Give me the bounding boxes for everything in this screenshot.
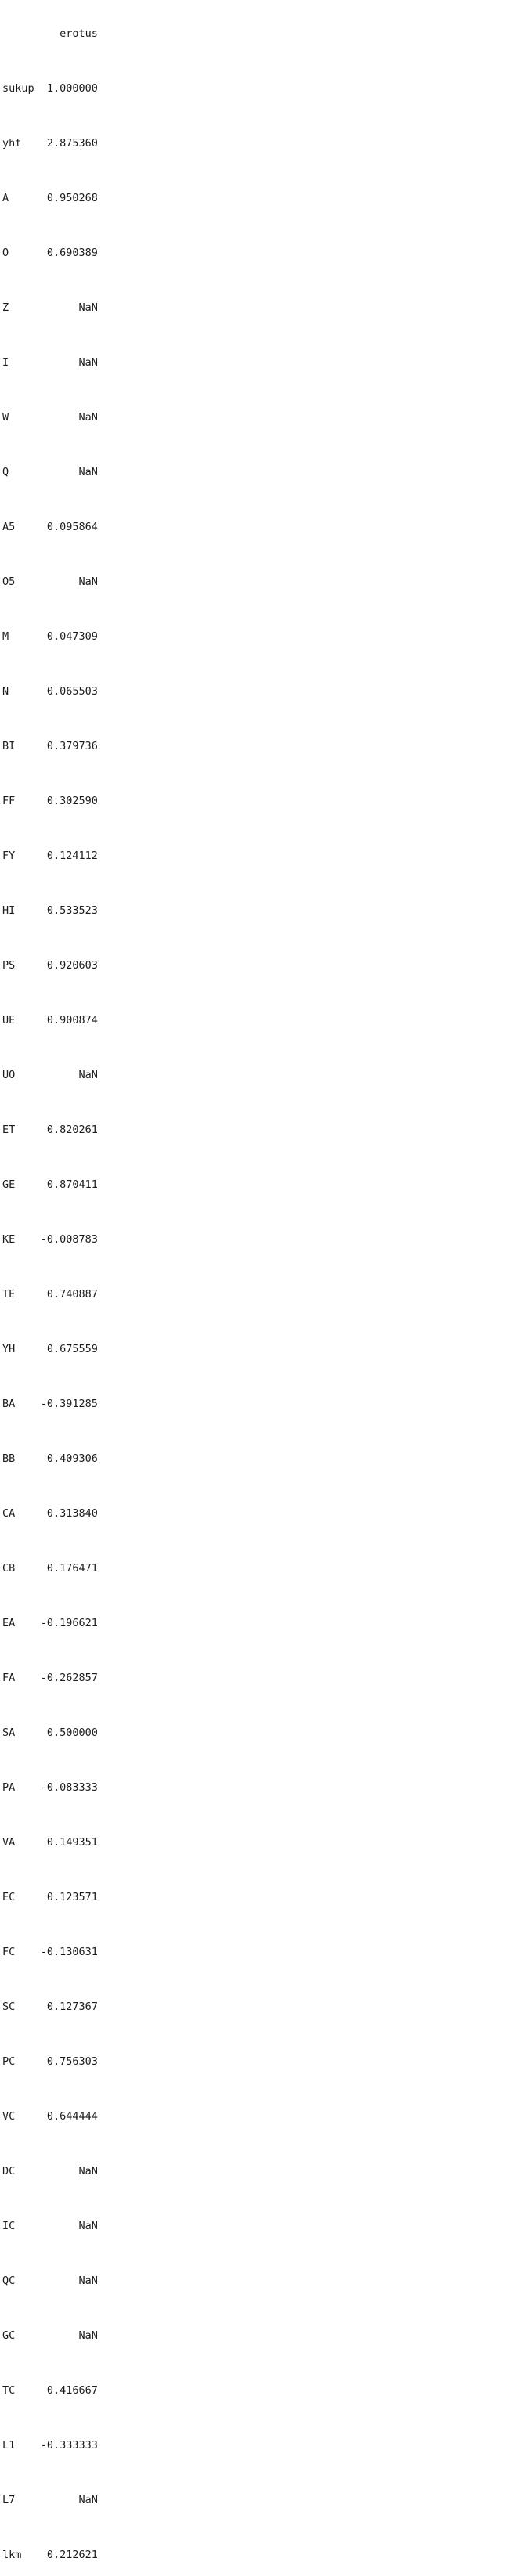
row-value: 0.127367 [46, 2001, 98, 2013]
series-row [2, 959, 520, 973]
row-value: 0.820261 [46, 1124, 98, 1136]
series-row [2, 301, 520, 316]
row-index-label: L1 [2, 2439, 16, 2452]
row-index-label: VC [2, 2110, 16, 2123]
row-value: NaN [78, 1069, 98, 1081]
row-value: 0.920603 [46, 959, 98, 972]
row-value: 0.176471 [46, 1562, 98, 1575]
row-index-label: I [2, 356, 9, 369]
row-index-label: PS [2, 959, 16, 972]
series-row [2, 1398, 520, 1412]
row-value: 0.123571 [46, 1891, 98, 1903]
row-value: 0.095864 [46, 521, 98, 533]
series-row [2, 192, 520, 206]
series-row [2, 1781, 520, 1795]
row-index-label: UE [2, 1014, 16, 1026]
series-row [2, 521, 520, 535]
row-index-label: QC [2, 2275, 16, 2287]
row-index-label: VA [2, 1836, 16, 1849]
row-value: 0.065503 [46, 685, 98, 698]
row-value: 0.047309 [46, 630, 98, 643]
series-row [2, 2110, 520, 2124]
series-row [2, 1726, 520, 1741]
row-index-label: GE [2, 1178, 16, 1191]
row-value: 0.500000 [46, 1726, 98, 1739]
series-row [2, 1069, 520, 1083]
row-index-label: BI [2, 740, 16, 752]
row-value: 0.740887 [46, 1288, 98, 1301]
row-index-label: L7 [2, 2494, 16, 2506]
row-index-label: W [2, 411, 9, 424]
row-value: 0.690389 [46, 247, 98, 259]
series-row [2, 2275, 520, 2289]
series-row [2, 1452, 520, 1467]
series-row [2, 685, 520, 699]
row-value: 0.416667 [46, 2384, 98, 2397]
series-row [2, 575, 520, 590]
series-row [2, 411, 520, 425]
row-value: 0.533523 [46, 904, 98, 917]
series-row [2, 1507, 520, 1521]
column-header-row [2, 27, 520, 41]
row-index-label: PA [2, 1781, 16, 1794]
series-row [2, 630, 520, 644]
series-row [2, 2165, 520, 2179]
row-index-label: SC [2, 2001, 16, 2013]
row-value: NaN [78, 411, 98, 424]
row-value: NaN [78, 2329, 98, 2342]
row-index-label: FF [2, 795, 16, 807]
row-index-label: IC [2, 2220, 16, 2232]
row-value: 0.756303 [46, 2055, 98, 2068]
row-value: NaN [78, 2220, 98, 2232]
row-index-label: GC [2, 2329, 16, 2342]
series-row [2, 2329, 520, 2343]
row-value: 0.870411 [46, 1178, 98, 1191]
row-value: 0.313840 [46, 1507, 98, 1520]
row-index-label: M [2, 630, 9, 643]
row-value: NaN [78, 301, 98, 314]
row-value: 0.149351 [46, 1836, 98, 1849]
series-row [2, 2494, 520, 2508]
series-row [2, 1343, 520, 1357]
series-row [2, 2001, 520, 2015]
row-value: NaN [78, 466, 98, 478]
row-value: 0.379736 [46, 740, 98, 752]
series-row [2, 2549, 520, 2563]
row-index-label: PC [2, 2055, 16, 2068]
row-index-label: Q [2, 466, 9, 478]
series-row [2, 740, 520, 754]
row-value: NaN [78, 2275, 98, 2287]
row-index-label: sukup [2, 82, 34, 95]
row-index-label: lkm [2, 2549, 22, 2561]
row-value: NaN [78, 356, 98, 369]
series-row [2, 1014, 520, 1028]
series-row [2, 1562, 520, 1576]
series-row [2, 1178, 520, 1192]
series-row [2, 466, 520, 480]
row-value: 0.675559 [46, 1343, 98, 1355]
column-header: erotus [60, 27, 98, 40]
series-row [2, 1233, 520, 1247]
row-index-label: EC [2, 1891, 16, 1903]
series-row [2, 1891, 520, 1905]
row-index-label: BA [2, 1398, 16, 1410]
row-value: NaN [78, 575, 98, 588]
series-row [2, 356, 520, 370]
row-index-label: A [2, 192, 9, 204]
row-value: -0.130631 [40, 1946, 98, 1958]
row-index-label: O5 [2, 575, 16, 588]
series-row [2, 795, 520, 809]
row-value: 0.950268 [46, 192, 98, 204]
row-index-label: EA [2, 1617, 16, 1629]
row-value: 0.644444 [46, 2110, 98, 2123]
row-index-label: TE [2, 1288, 16, 1301]
series-row [2, 247, 520, 261]
row-index-label: FY [2, 850, 16, 862]
series-row [2, 1672, 520, 1686]
row-index-label: HI [2, 904, 16, 917]
row-index-label: TC [2, 2384, 16, 2397]
row-value: 0.409306 [46, 1452, 98, 1465]
series-row [2, 2384, 520, 2398]
series-row [2, 82, 520, 96]
row-index-label: CB [2, 1562, 16, 1575]
row-value: -0.333333 [40, 2439, 98, 2452]
row-index-label: YH [2, 1343, 16, 1355]
row-value: 0.124112 [46, 850, 98, 862]
series-row [2, 2220, 520, 2234]
row-index-label: SA [2, 1726, 16, 1739]
row-index-label: FA [2, 1672, 16, 1684]
row-value: NaN [78, 2494, 98, 2506]
row-index-label: N [2, 685, 9, 698]
row-index-label: UO [2, 1069, 16, 1081]
row-value: 1.000000 [46, 82, 98, 95]
row-value: 2.875360 [46, 137, 98, 150]
row-index-label: KE [2, 1233, 16, 1246]
row-value: -0.196621 [40, 1617, 98, 1629]
row-index-label: CA [2, 1507, 16, 1520]
row-index-label: FC [2, 1946, 16, 1958]
row-value: -0.008783 [40, 1233, 98, 1246]
row-index-label: BB [2, 1452, 16, 1465]
series-row [2, 1124, 520, 1138]
series-row [2, 1288, 520, 1302]
row-index-label: yht [2, 137, 22, 150]
row-index-label: ET [2, 1124, 16, 1136]
series-row [2, 1946, 520, 1960]
series-row [2, 137, 520, 151]
row-index-label: O [2, 247, 9, 259]
row-value: -0.391285 [40, 1398, 98, 1410]
series-row [2, 2439, 520, 2453]
row-index-label: A5 [2, 521, 16, 533]
row-value: NaN [78, 2165, 98, 2177]
row-value: 0.302590 [46, 795, 98, 807]
row-index-label: Z [2, 301, 9, 314]
series-row [2, 1617, 520, 1631]
row-value: 0.212621 [46, 2549, 98, 2561]
row-index-label: DC [2, 2165, 16, 2177]
row-value: -0.083333 [40, 1781, 98, 1794]
series-row [2, 850, 520, 864]
series-row [2, 1836, 520, 1850]
row-value: 0.900874 [46, 1014, 98, 1026]
series-row [2, 2055, 520, 2069]
series-row [2, 904, 520, 918]
row-value: -0.262857 [40, 1672, 98, 1684]
